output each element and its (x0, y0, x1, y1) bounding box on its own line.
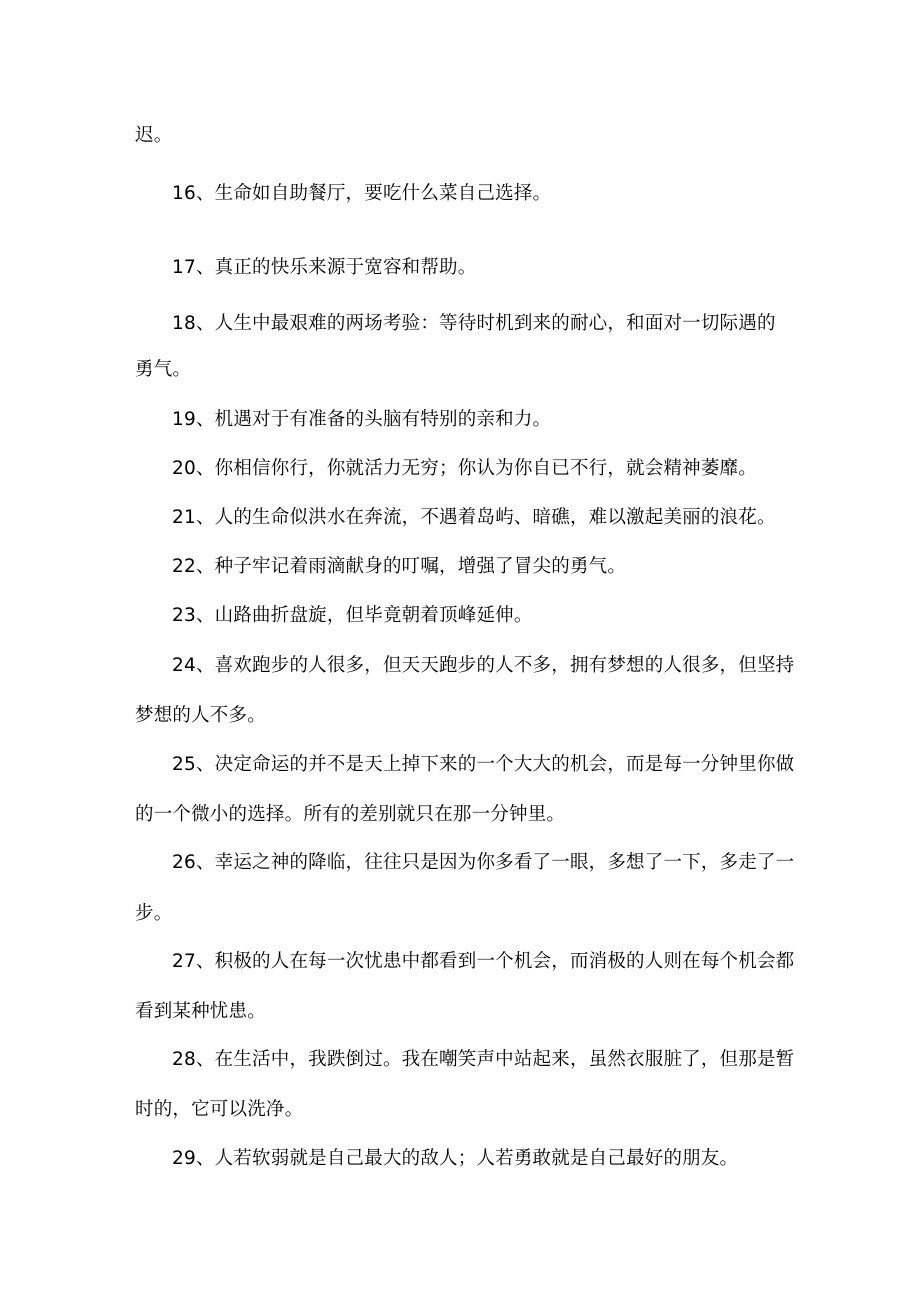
quote-19: 19、机遇对于有准备的头脑有特别的亲和力。 (172, 409, 552, 430)
quote-24-continuation: 梦想的人不多。 (135, 705, 266, 726)
quote-26-continuation: 步。 (135, 903, 173, 924)
text-line-continuation: 迟。 (135, 125, 173, 146)
quote-24: 24、喜欢跑步的人很多，但天天跑步的人不多，拥有梦想的人很多，但坚持 (172, 655, 795, 676)
quote-23: 23、山路曲折盘旋，但毕竟朝着顶峰延伸。 (172, 605, 533, 626)
quote-27-continuation: 看到某种忧患。 (135, 1001, 266, 1022)
quote-28: 28、在生活中，我跌倒过。我在嘲笑声中站起来，虽然衣服脏了，但那是暂 (172, 1049, 795, 1070)
quote-26: 26、幸运之神的降临，往往只是因为你多看了一眼，多想了一下，多走了一 (172, 852, 795, 873)
quote-18-continuation: 勇气。 (135, 359, 192, 380)
quote-16: 16、生命如自助餐厅，要吃什么菜自己选择。 (172, 183, 552, 204)
quote-25-continuation: 的一个微小的选择。所有的差别就只在那一分钟里。 (135, 804, 566, 825)
quote-28-continuation: 时的，它可以洗净。 (135, 1099, 304, 1120)
quote-20: 20、你相信你行，你就活力无穷；你认为你自已不行，就会精神萎靡。 (172, 458, 757, 479)
quote-17: 17、真正的快乐来源于宽容和帮助。 (172, 257, 477, 278)
quote-18: 18、人生中最艰难的两场考验：等待时机到来的耐心，和面对一切际遇的 (172, 313, 776, 334)
quote-22: 22、种子牢记着雨滴献身的叮嘱，增强了冒尖的勇气。 (172, 556, 627, 577)
quote-21: 21、人的生命似洪水在奔流，不遇着岛屿、暗礁，难以激起美丽的浪花。 (172, 507, 776, 528)
quote-25: 25、决定命运的并不是天上掉下来的一个大大的机会，而是每一分钟里你做 (172, 754, 795, 775)
quote-29: 29、人若软弱就是自己最大的敌人；人若勇敢就是自己最好的朋友。 (172, 1148, 739, 1169)
quote-27: 27、积极的人在每一次忧患中都看到一个机会，而消极的人则在每个机会都 (172, 951, 795, 972)
